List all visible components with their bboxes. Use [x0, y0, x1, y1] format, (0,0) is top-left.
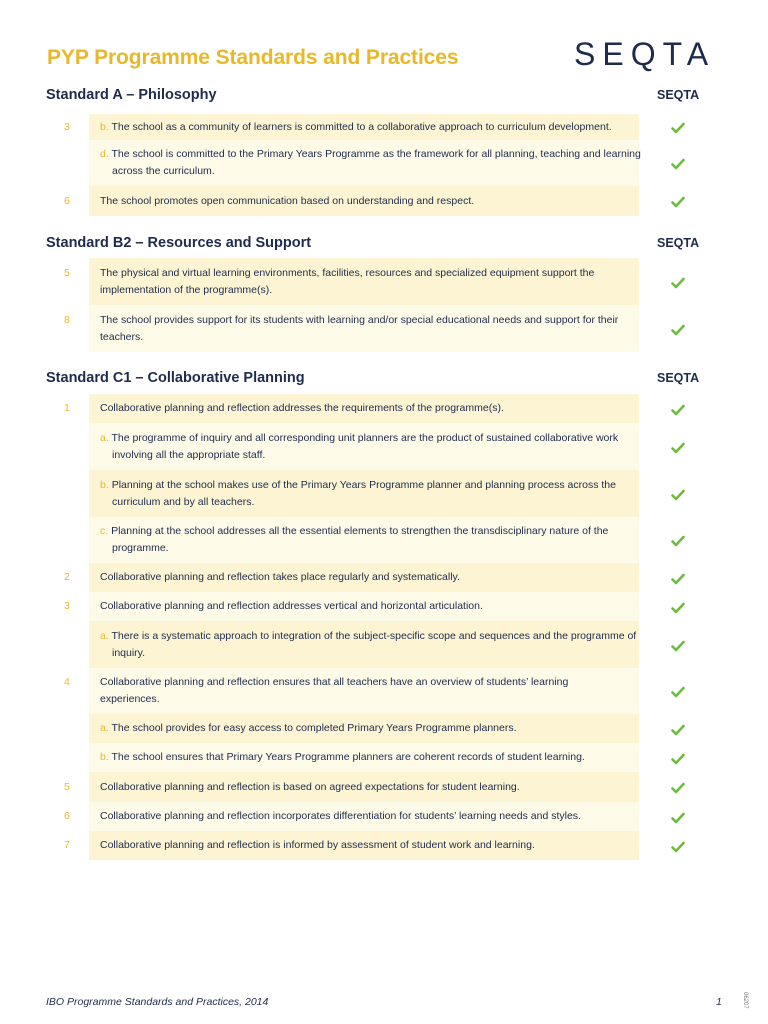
seqta-column-label: SEQTA [657, 88, 700, 102]
standard-row [0, 186, 768, 216]
check-icon [671, 195, 685, 207]
sub-letter: a. [100, 432, 109, 444]
sub-letter: b. [100, 121, 109, 133]
standard-row [0, 831, 768, 860]
standard-row [0, 592, 768, 621]
page-number: 1 [716, 996, 722, 1008]
standard-row [0, 305, 768, 352]
standard-row [0, 668, 768, 714]
section-header [46, 87, 730, 107]
section-title: Standard A – Philosophy [46, 87, 217, 103]
sub-letter: b. [100, 751, 109, 763]
check-icon [671, 488, 685, 500]
practice-number: 1 [64, 402, 70, 414]
practice-text [100, 749, 642, 766]
practice-number: 6 [64, 810, 70, 822]
seqta-column-label: SEQTA [657, 371, 700, 385]
check-icon [671, 441, 685, 453]
check-icon [671, 840, 685, 852]
check-icon [671, 639, 685, 651]
practice-text [100, 837, 630, 854]
practice-description: The school provides support for its students with learning and/or special educational needs and support for their teachers. [100, 314, 619, 343]
practice-description: The programme of inquiry and all corresponding unit planners are the product of sustained collaborative work involving all the appropriate staff. [111, 432, 619, 461]
practice-description: Collaborative planning and reflection addresses the requirements of the programme(s). [100, 402, 504, 414]
practice-text [100, 477, 642, 511]
sub-letter: d. [100, 148, 109, 160]
sub-letter: a. [100, 630, 109, 642]
practice-text [100, 674, 630, 708]
standard-row [0, 140, 768, 186]
check-icon [671, 276, 685, 288]
practice-number: 8 [64, 314, 70, 326]
check-icon [671, 323, 685, 335]
practice-text [100, 265, 630, 299]
standard-row [0, 423, 768, 470]
check-icon [671, 601, 685, 613]
sub-letter: a. [100, 722, 109, 734]
practice-number: 3 [64, 600, 70, 612]
practice-text [100, 569, 630, 586]
practice-number: 4 [64, 676, 70, 688]
practice-text [100, 146, 642, 180]
practice-text [100, 598, 630, 615]
sub-letter: c. [100, 525, 109, 537]
standard-row [0, 802, 768, 831]
check-icon [671, 781, 685, 793]
practice-text [100, 430, 642, 464]
practice-text [100, 193, 630, 210]
check-icon [671, 572, 685, 584]
practice-text [100, 119, 642, 136]
practice-description: Collaborative planning and reflection incorporates differentiation for students’ learning needs and styles. [100, 810, 581, 822]
practice-description: The school is committed to the Primary Years Programme as the framework for all planning, teaching and learning across the curriculum. [111, 148, 641, 177]
practice-number: 5 [64, 267, 70, 279]
document-code: 06207 [742, 992, 748, 1009]
practice-number: 2 [64, 571, 70, 583]
check-icon [671, 752, 685, 764]
standard-row [0, 470, 768, 517]
check-icon [671, 534, 685, 546]
check-icon [671, 403, 685, 415]
standard-row [0, 621, 768, 668]
practice-number: 5 [64, 781, 70, 793]
practice-text [100, 720, 642, 737]
standard-row [0, 114, 768, 140]
page-title: PYP Programme Standards and Practices [47, 46, 459, 69]
standard-row [0, 258, 768, 305]
practice-text [100, 400, 630, 417]
practice-text [100, 523, 642, 557]
practice-description: Collaborative planning and reflection takes place regularly and systematically. [100, 571, 460, 583]
practice-description: Collaborative planning and reflection addresses vertical and horizontal articulation. [100, 600, 483, 612]
standard-row [0, 563, 768, 592]
section-header [46, 235, 730, 255]
check-icon [671, 121, 685, 133]
practice-description: Collaborative planning and reflection ensures that all teachers have an overview of students’ learning experiences. [100, 676, 569, 705]
practice-text [100, 628, 642, 662]
check-icon [671, 157, 685, 169]
standard-row [0, 772, 768, 802]
practice-description: The school promotes open communication based on understanding and respect. [100, 195, 475, 207]
standard-row [0, 517, 768, 563]
seqta-column-label: SEQTA [657, 236, 700, 250]
footer-source: IBO Programme Standards and Practices, 2014 [46, 996, 269, 1008]
standard-row [0, 714, 768, 743]
practice-text [100, 808, 630, 825]
section-title: Standard B2 – Resources and Support [46, 235, 312, 251]
practice-description: Planning at the school makes use of the Primary Years Programme planner and planning process across the curriculum and by all teachers. [111, 479, 616, 508]
practice-description: Collaborative planning and reflection is informed by assessment of student work and learning. [100, 839, 535, 851]
practice-description: The school ensures that Primary Years Programme planners are coherent records of student learning. [111, 751, 585, 763]
practice-description: Planning at the school addresses all the essential elements to strengthen the transdisciplinary nature of the programme. [111, 525, 609, 554]
practice-description: There is a systematic approach to integration of the subject-specific scope and sequences and the programme of inquiry. [111, 630, 637, 659]
practice-number: 3 [64, 121, 70, 133]
section-title: Standard C1 – Collaborative Planning [46, 370, 305, 386]
practice-description: The physical and virtual learning environments, facilities, resources and specialized equipment support the implementation of the programme(s). [100, 267, 595, 296]
practice-description: Collaborative planning and reflection is based on agreed expectations for student learning. [100, 781, 520, 793]
practice-number: 6 [64, 195, 70, 207]
check-icon [671, 685, 685, 697]
sub-letter: b. [100, 479, 109, 491]
practice-description: The school provides for easy access to completed Primary Years Programme planners. [111, 722, 517, 734]
check-icon [671, 723, 685, 735]
practice-description: The school as a community of learners is committed to a collaborative approach to curriculum development. [111, 121, 612, 133]
check-icon [671, 811, 685, 823]
practice-number: 7 [64, 839, 70, 851]
seqta-logo: SEQTA [574, 36, 716, 72]
section-header [46, 370, 730, 390]
standard-row [0, 743, 768, 772]
practice-text [100, 779, 630, 796]
practice-text [100, 312, 630, 346]
standard-row [0, 394, 768, 423]
